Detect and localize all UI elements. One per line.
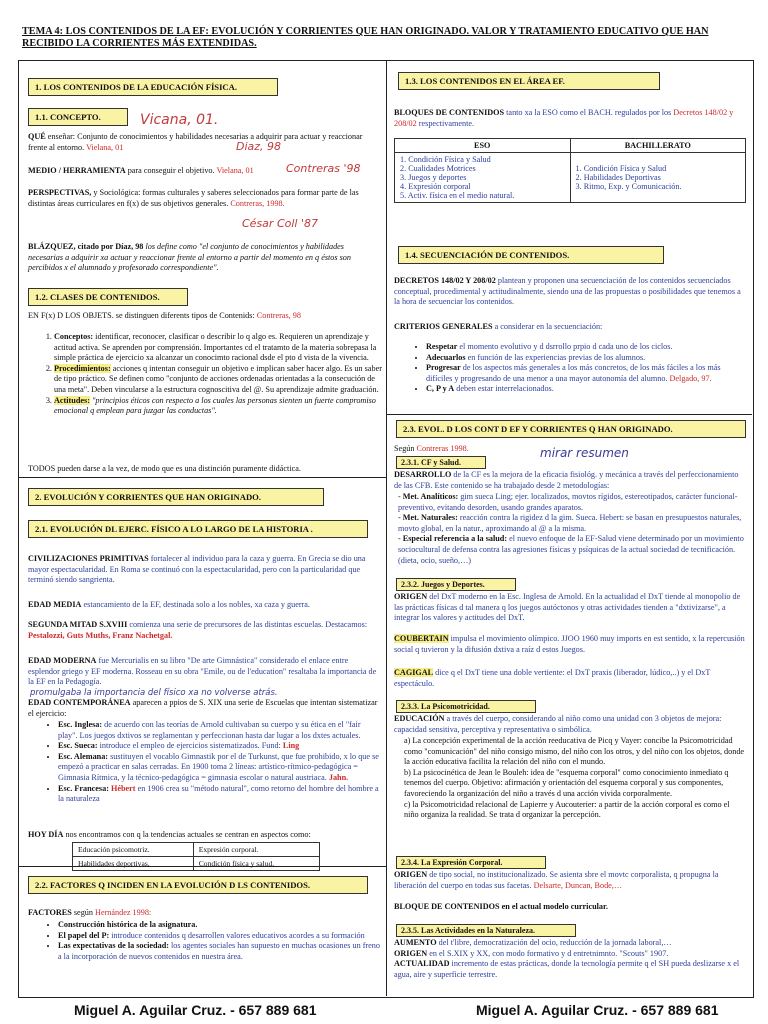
eso-list: 1. Condición Física y Salud 2. Cualidades Motrices 3. Juegos y deportes 4. Expresión corporal 5. Activ. física en el medio natural. (395, 153, 571, 203)
list-item: • Esc. Inglesa: de acuerdo con las teorías de Arnold cultivaban su cuerpo y su ética en el "fair play". Los juegos dxtivos se reglamentan y perfeccionan hasta dar lugar a los dxtes actuales. (58, 720, 382, 741)
concept-medio: MEDIO / HERRAMIENTA para conseguir el objetivo. Vielana, 01 (28, 166, 254, 175)
heading-2-3-1: 2.3.1. CF y Salud. (396, 456, 486, 469)
list-item: 1. Conceptos: identificar, reconocer, clasificar o describir lo q algo es. Requieren un aprendizaje y actitud activa. Se aprenden por comprensión. Importantes cd el tratamto de la materia sobrepasa la simple práctica de ejercicio xa alcanzar un conocimto racional dsde el pto d vista de la vivencia. (54, 332, 382, 364)
list-item: 3. Actitudes: "principios éticos con respecto a los cuales las personas sienten un fuerte compromiso emocional q emplean para juzgar las conductas". (54, 396, 382, 417)
naturaleza: AUMENTO del t'libre, democratización del ocio, reducción de la jornada laboral,… ORIGEN en el S.XIX y XX, con modo formativo y d entretnimnto. "Scouts" 1907. ACTUALIDAD incremento de estas prácticas, donde la tecnología permite q el SH pueda deslizarse x el agua, aire y superficie terrestre. (394, 938, 740, 979)
heading-2: 2. EVOLUCIÓN Y CORRIENTES QUE HAN ORIGINADO. (28, 488, 324, 506)
hoy-dia: HOY DÍA nos encontramos con q la tendencias actuales se centran en aspectos como: (28, 830, 311, 839)
list-item: a) La concepción experimental de la acción reeducativa de Picq y Vayer: concibe la Psicomotricidad como "comunicación" del niño consigo mismo, del niño con los otros, y del niño con los objetos, donde la acción educativa facilita la relación del niño con el mundo. (404, 736, 745, 767)
heading-1-3: 1.3. LOS CONTENIDOS EN EL ÁREA EF. (398, 72, 660, 90)
handwritten-note: Diaz, 98 (236, 140, 282, 153)
desarrollo-cf: DESARROLLO de la CF es la mejora de la eficacia fisiológ. y mecánica a través del perfeccionamiento de las CFB. Este contenido se ha trabajado desde 2 metodologías: (394, 470, 739, 490)
origen-dxt: ORIGEN del DxT moderno en la Esc. Inglesa de Arnold. En la actualidad el DxT tiende al monopolio de las prácticas físicas d tal manera q los juegos autóctonos y otras actividades tienden a "dxtivizarse", a integrar los valores y actitudes del DxT. (394, 592, 741, 623)
educacion: EDUCACIÓN a través del cuerpo, considerando al niño como una unidad con 3 objetos de mejora: capacidad sensitiva, perceptiva y representativa o simbólica. (394, 714, 722, 734)
list-item: - Met. Naturales: reacción contra la rigidez d la gim. Sueca. Hebert: se basan en presupuestos naturales, movto global, en la natur., aproximando al @ a la misma. (398, 513, 742, 533)
escuelas-list (44, 720, 382, 805)
list-item: b) La psicocinética de Jean le Bouleh: idea de "esquema corporal" como conocimiento inmediato q tenemos del cuerpo. Objetivo: afirmación y orientación del esquema corporal y sus componentes, favoreciendo la organización del niño a través d una acción vivida corporalmente. (404, 767, 729, 798)
heading-1: 1. LOS CONTENIDOS DE LA EDUCACIÓN FÍSICA. (28, 78, 278, 96)
list-item: • El papel del P: introduce contenidos q desarrollen valores educativos acordes a su formación (58, 931, 382, 942)
table-header: BACHILLERATO (570, 139, 746, 153)
edad-contemporanea: EDAD CONTEMPORÁNEA aparecen a ppios de S. XIX una serie de Escuelas que intentan sistematizar el ejercicio: (28, 698, 378, 718)
heading-2-2: 2.2. FACTORES Q INCIDEN EN LA EVOLUCIÓN D LS CONTENIDOS. (28, 876, 368, 894)
list-item: 2. Procedimientos: acciones q intentan conseguir un objetivo e implican saber hacer algo. Es un saber de tipo práctico. Se definen como "conjunto de acciones ordenadas orientadas a la consecución de una meta". Deben vincularse a la estructura cognoscitiva del @. Su aprendizaje admite graduación. (54, 364, 382, 396)
heading-2-1: 2.1. EVOLUCIÓN DL EJERC. FÍSICO A LO LARGO DE LA HISTORIA . (28, 520, 368, 538)
bloques-table (394, 138, 746, 203)
concept-que: QUÉ enseñar: Conjunto de conocimientos y habilidades necesarias a adquirir para actuar y reaccionar frente al entorno. Vielana, 01 (28, 132, 363, 152)
footer-left: Miguel A. Aguilar Cruz. - 657 889 681 (74, 1002, 317, 1018)
psicomotricidad-list (404, 736, 746, 821)
table-header: ESO (395, 139, 571, 153)
page-title: TEMA 4: LOS CONTENIDOS DE LA EF: EVOLUCIÓN Y CORRIENTES QUE HAN ORIGINADO. VALOR Y TRATAMIENTO EDUCATIVO QUE HAN RECIBIDO LA CORRIENTES MÁS EXTENDIDAS. (22, 26, 709, 49)
list-item: • Construcción histórica de la asignatura. (58, 920, 382, 931)
handwritten-note: César Coll '87 (242, 217, 318, 230)
bloques-contenidos: BLOQUES DE CONTENIDOS tanto xa la ESO como el BACH. regulados por los Decretos 148/02 y 208/02 respectivamente. (394, 108, 734, 128)
concept-blazquez: BLÁZQUEZ, citado por Díaz, 98 los define como "el conjunto de conocimientos y habilidades necesarias a adquirir xa actuar y reaccionar frente al entorno a partir del momento en q éstos son percibidos x el alumnado y profesorado correspondiente". (28, 242, 351, 273)
list-item: • Esc. Francesa: Hébert en 1906 crea su "método natural", como retorno del hombre del hombre a la naturaleza (58, 784, 382, 805)
criterios: CRITERIOS GENERALES a considerar en la secuenciación: (394, 322, 603, 331)
list-item: • Respetar el momento evolutivo y d dsrrollo prpio d cada uno de los ciclos. (426, 342, 746, 353)
bloque-curricular: BLOQUE DE CONTENIDOS en el actual modelo curricular. (394, 902, 608, 911)
heading-2-3-3: 2.3.3. La Psicomotricidad. (396, 700, 536, 713)
list-item: • Progresar de los aspectos más generales a los más concretos, de los más fáciles a los más difíciles y progresando de una menor a una mayor autonomía del alumno. Delgado, 97. (426, 363, 746, 384)
handwritten-note: Vicana, 01. (140, 112, 219, 128)
list-item: - Especial referencia a la salud: el nuevo enfoque de la EF-Salud viene determinado por un movimiento sociocultural de defensa contra las agresiones físicas y psíquicas de la actual sociedad de tecnificación. (dieta, ocio, sueño,…) (398, 534, 744, 565)
section-divider (386, 414, 752, 415)
metodologias (398, 492, 746, 566)
hoy-table: Educación psicomotriz. Expresión corporal. Habilidades deportivas. Condición física y salud. (72, 842, 320, 871)
concept-perspectivas: PERSPECTIVAS, y Sociológica: formas culturales y saberes seleccionados para formar parte de las distintas áreas curriculares en f(x) de sus objetivos generales. Contreras, 1998. (28, 188, 359, 208)
todos-note: TODOS pueden darse a la vez, de modo que es una distinción puramente didáctica. (28, 464, 301, 473)
heading-2-3-2: 2.3.2. Juegos y Deportes. (396, 578, 516, 591)
column-divider (386, 60, 387, 996)
segunda-mitad: SEGUNDA MITAD S.XVIII comienza una serie de precursores de las distintas escuelas. Destacamos: Pestalozzi, Guts Muths, Franz Nachetgal. (28, 620, 368, 640)
cagigal: CAGIGAL dice q el DxT tiene una doble vertiente: el DxT praxis (liberador, lúdico,..) y el DxT espectáculo. (394, 668, 711, 688)
heading-2-3-4: 2.3.4. La Expresión Corporal. (396, 856, 546, 869)
list-item: • Las expectativas de la sociedad: los agentes sociales han supuesto en muchas ocasiones un freno a la incorporación de nuevos contenidos en nuestra área. (58, 941, 382, 962)
section-divider (18, 477, 387, 478)
list-item: - Met. Analíticos: gim sueca Ling; ejer. localizados, movtos rígidos, estereotipados, carácter funcional-preventivo, evitando desorden, usando grandes aparatos. (398, 492, 738, 512)
handwritten-note: mirar resumen (540, 446, 629, 460)
list-item: • Esc. Alemana: sustituyen el vocablo Gimnastik por el de Turkunst, que fue prohibido, x lo que se empezó a practicar en salas cerradas. En 1900 toma 2 líneas: artístico-rítmico-pedagógica = Gimnasia Rítmica, y la técnico-pedagógica = gimnasia escolar o natural austriaca. Jahn. (58, 752, 382, 784)
heading-1-4: 1.4. SECUENCIACIÓN DE CONTENIDOS. (398, 246, 664, 264)
factores-list (44, 920, 382, 962)
segun: Según Contreras 1998. (394, 444, 469, 453)
list-item: • Adecuarlos en función de las experiencias previas de los alumnos. (426, 353, 746, 364)
edad-media: EDAD MEDIA estancamiento de la EF, destinada solo a los nobles, xa caza y guerra. (28, 600, 310, 609)
list-item: • C, P y A deben estar interrelacionados. (426, 384, 746, 395)
origen-expresion: ORIGEN de tipo social, no institucionalizado. Se asienta sbre el movtc corporalista, q propugna la liberación del cuerpo en todas sus facetas. Delsarte, Duncan, Bode,… (394, 870, 719, 890)
decretos: DECRETOS 148/02 Y 208/02 plantean y proponen una secuenciación de los contenidos secuenciados conceptual, procedimental y actitudinalmente, siendo una de las propuestas o posibilidades que tenemos a la hora de secuenciar los contenidos. (394, 276, 741, 307)
list-item: • Esc. Sueca: introduce el empleo de ejercicios sistematizados. Fund: Ling (58, 741, 382, 752)
coubertain: COUBERTAIN impulsa el movimiento olímpico. JJOO 1960 muy imports en est sentido, x la repercusión social q tuvieron y la difusión dxtiva a raíz d estos Juegos. (394, 634, 745, 654)
factores: FACTORES según Hernández 1998: (28, 908, 152, 917)
handwritten-note: promulgaba la importancia del físico xa no volverse atrás. (30, 688, 278, 698)
list-item: c) la Psicomotricidad relacional de Lapierre y Aucouterier: a partir de la acción corporal es como el niño organiza la realidad. Se trata d organizar la percepción. (404, 799, 730, 820)
bach-list: 1. Condición Física y Salud 2. Habilidades Deportivas 3. Ritmo, Exp. y Comunicación. (570, 153, 746, 203)
handwritten-note: Contreras '98 (286, 162, 361, 175)
heading-1-2: 1.2. CLASES DE CONTENIDOS. (28, 288, 188, 306)
edad-moderna: EDAD MODERNA fue Mercurialis en su libro "De arte Gimnástica" considerado el enlace entre esplendor griego y EF moderna. Rosseau en su obra "Emile, ou de l'education" resaltaba la importancia de la EF en la Pedagogía. (28, 656, 377, 687)
heading-1-1: 1.1. CONCEPTO. (28, 108, 128, 126)
clases-list (36, 332, 382, 417)
clases-intro: EN F(x) D LOS OBJETS. se distinguen diferents tipos de Contenids: Contreras, 98 (28, 311, 301, 320)
heading-2-3-5: 2.3.5. Las Actividades en la Naturaleza. (396, 924, 576, 937)
heading-2-3: 2.3. EVOL. D LOS CONT D EF Y CORRIENTES Q HAN ORIGINADO. (396, 420, 746, 438)
criterios-list (412, 342, 746, 395)
civilizaciones: CIVILIZACIONES PRIMITIVAS fortalecer al individuo para la caza y guerra. En Grecia se dio una mayor espectacularidad. En Roma se continuó con la espectacularidad, pero con la particularidad que terminó siendo sangrienta. (28, 554, 366, 585)
footer-right: Miguel A. Aguilar Cruz. - 657 889 681 (476, 1002, 719, 1018)
